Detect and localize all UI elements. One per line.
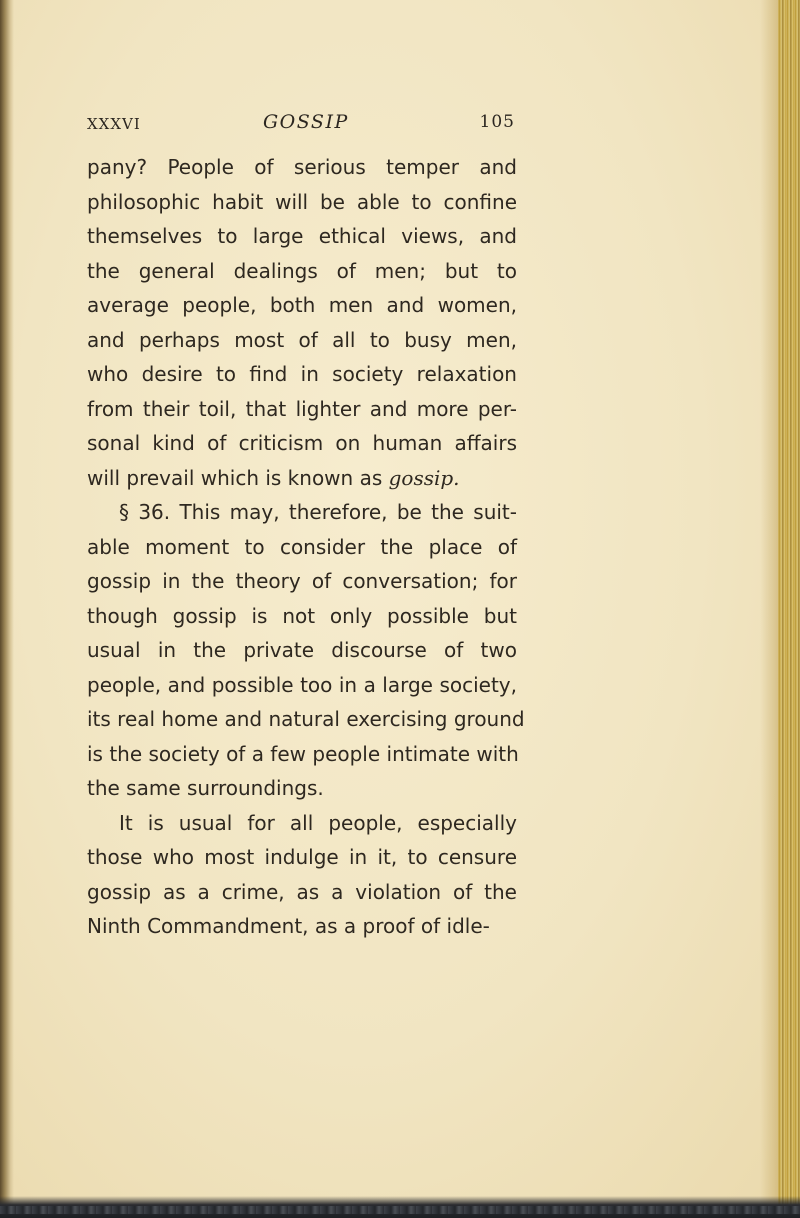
text-line: from their toil, that lighter and more per- [87,396,517,421]
chapter-number: XXXVI [87,115,141,133]
body-text [87,150,525,944]
page-edges [778,0,800,1218]
text-line: philosophic habit will be able to confine [87,189,517,214]
paragraph-start: § 36. This may, therefore, be the suit- [119,500,517,524]
running-header [87,111,515,141]
text-line-with-emphasis [87,461,517,496]
page-number: 105 [479,112,515,132]
binding-shadow [0,0,14,1218]
italic-term: gossip. [388,465,460,490]
text-line: gossip as a crime, as a violation of the [87,879,517,904]
text-line: its real home and natural exercising ground [87,707,525,731]
text-line: themselves to large ethical views, and [87,224,517,248]
text-line: usual in the private discourse of two [87,638,517,662]
text-line: average people, both men and women, [87,293,517,317]
text-line: the same surroundings. [87,776,324,800]
text-line: though gossip is not only possible but [87,603,517,628]
text-line: is the society of a few people intimate with [87,741,519,766]
running-title: GOSSIP [263,111,349,133]
text-line: pany? People of serious temper and [87,155,517,179]
text-line: who desire to find in society relaxation [87,362,517,386]
text-line: will prevail which is known as [87,465,383,490]
text-line: gossip in the theory of conversation; for [87,569,517,593]
text-line: and perhaps most of all to busy men, [87,327,517,352]
text-line: the general dealings of men; but to [87,258,517,283]
bottom-binding-strip [0,1206,800,1214]
page-edge-shade [760,0,778,1218]
text-line: those who most indulge in it, to censure [87,845,517,869]
text-line: Ninth Commandment, as a proof of idle- [87,914,490,938]
text-line: sonal kind of criticism on human affairs [87,431,517,455]
paragraph-start: It is usual for all people, especially [119,810,517,835]
text-line: people, and possible too in a large society, [87,672,517,697]
text-line: able moment to consider the place of [87,534,517,559]
